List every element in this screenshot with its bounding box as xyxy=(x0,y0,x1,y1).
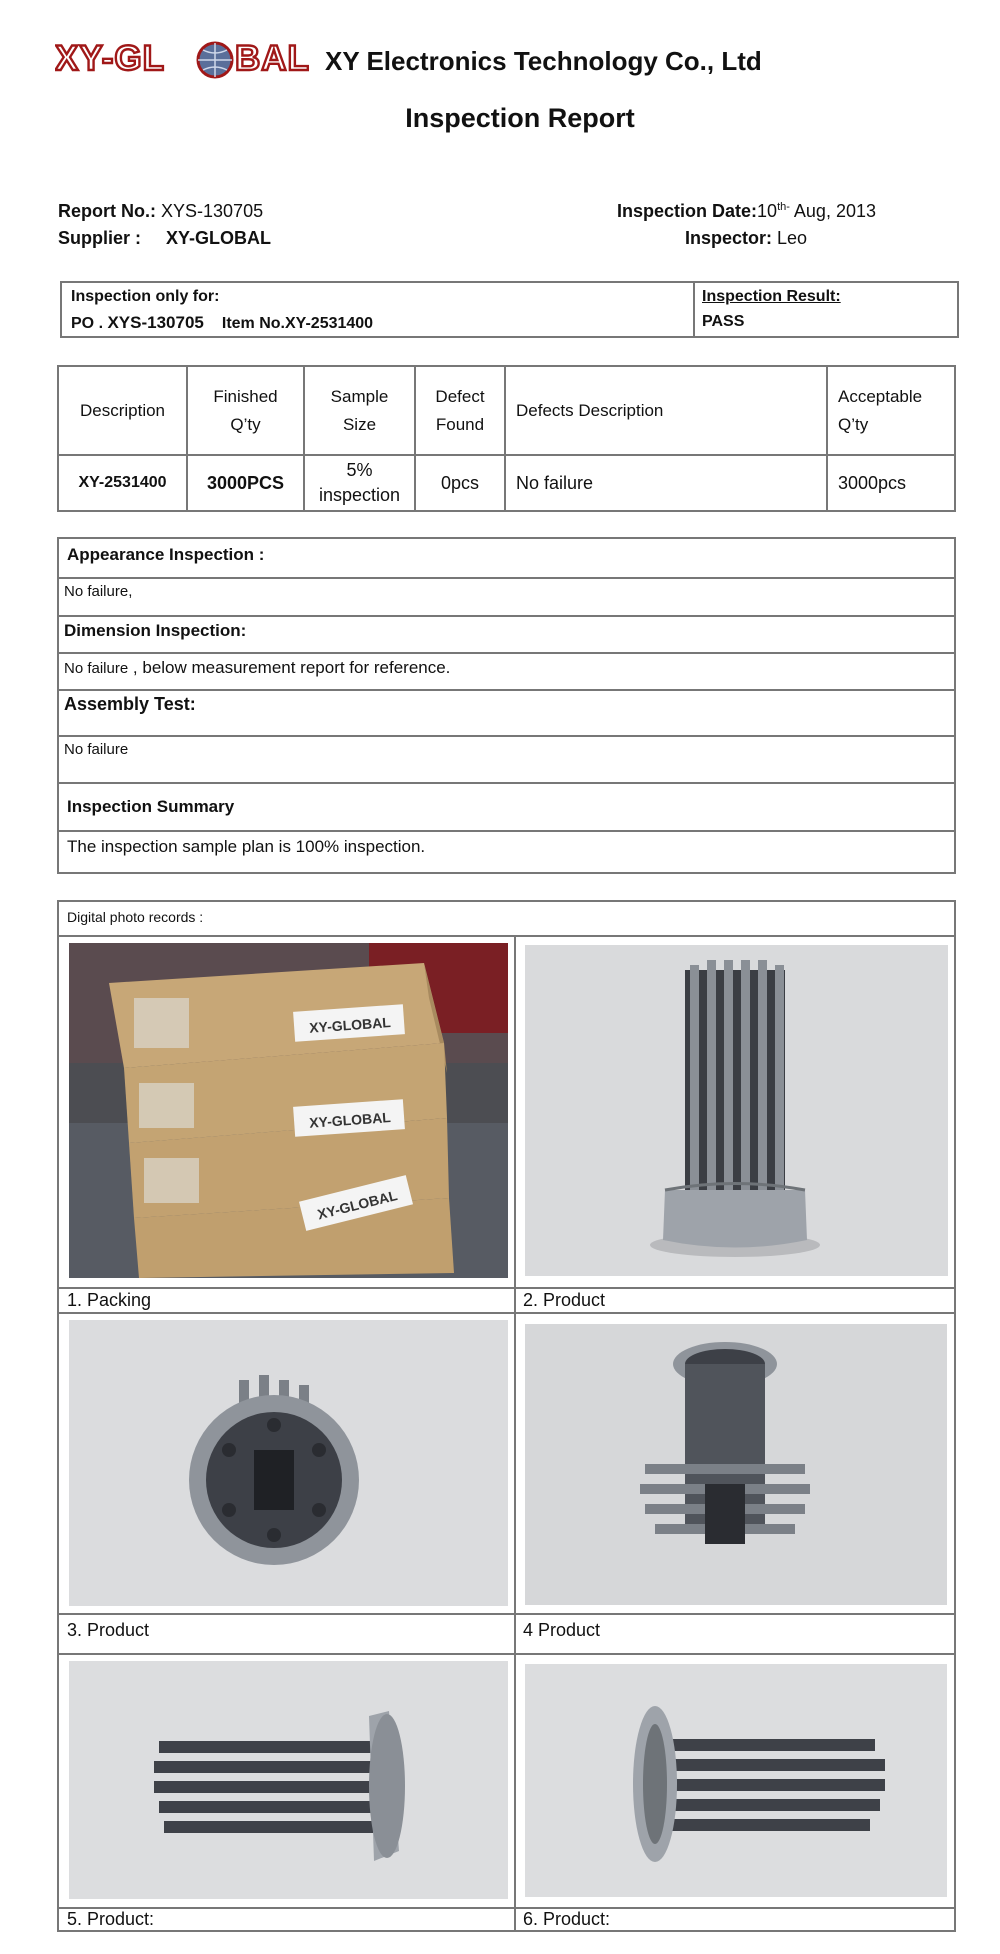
box-label: XY-GLOBAL xyxy=(315,1187,399,1223)
col-defect-found: Defect Found xyxy=(415,366,505,455)
svg-text:BAL: BAL xyxy=(235,39,310,78)
product-photo-6 xyxy=(525,1664,947,1897)
photo-caption: 2. Product xyxy=(523,1290,606,1310)
assembly-title: Assembly Test: xyxy=(64,694,196,714)
po-line: PO . XYS-130705 Item No.XY-2531400 xyxy=(71,313,374,332)
box-label: XY-GLOBAL xyxy=(308,1014,392,1036)
product-photo-3 xyxy=(69,1320,508,1606)
photo-caption: 3. Product xyxy=(67,1620,150,1640)
box-label: XY-GLOBAL xyxy=(308,1109,392,1131)
summary-table xyxy=(57,365,956,512)
product-photo-2 xyxy=(525,945,948,1276)
cell-acceptable-qty: 3000pcs xyxy=(827,455,955,511)
product-photo-5 xyxy=(69,1661,508,1899)
summary-title: Inspection Summary xyxy=(67,797,235,816)
photo-caption: 6. Product: xyxy=(523,1909,611,1929)
company-logo xyxy=(55,36,310,82)
col-description: Description xyxy=(58,366,187,455)
photo-caption: 5. Product: xyxy=(67,1909,155,1929)
report-no: Report No.: XYS-130705 xyxy=(58,201,264,221)
cell-sample-size: 5% inspection xyxy=(304,455,415,511)
photo-caption: 4 Product xyxy=(523,1620,601,1640)
dimension-text: No failure , below measurement report for reference. xyxy=(64,658,451,677)
svg-text:XY-GL: XY-GL xyxy=(55,39,166,78)
dimension-title: Dimension Inspection: xyxy=(64,621,247,640)
scope-box xyxy=(60,281,959,338)
inspection-sections xyxy=(57,537,956,874)
result-value: PASS xyxy=(702,313,745,330)
packing-photo xyxy=(69,943,508,1278)
company-name: XY Electronics Technology Co., Ltd xyxy=(325,46,762,76)
col-finished-qty: Finished Q’ty xyxy=(187,366,304,455)
inspector: Inspector: Leo xyxy=(685,228,808,248)
only-for-label: Inspection only for: xyxy=(71,288,220,305)
supplier: Supplier : XY-GLOBAL xyxy=(58,228,272,248)
cell-finished-qty: 3000PCS xyxy=(187,455,304,511)
appearance-title: Appearance Inspection : xyxy=(67,545,265,564)
photo-records-heading: Digital photo records : xyxy=(67,909,204,925)
appearance-text: No failure, xyxy=(64,583,133,600)
col-sample-size: Sample Size xyxy=(304,366,415,455)
inspection-date: Inspection $Date:10^{th-}$ Aug, 2013 xyxy=(617,201,876,221)
assembly-text: No failure xyxy=(64,741,129,758)
product-photo-4 xyxy=(525,1324,947,1605)
table-header-row xyxy=(58,366,955,455)
cell-defects-description: No failure xyxy=(505,455,827,511)
photo-caption: 1. Packing xyxy=(67,1290,152,1310)
cell-defect-found: 0pcs xyxy=(415,455,505,511)
cell-description: XY-2531400 xyxy=(58,455,187,511)
summary-text: The inspection sample plan is 100% inspection. xyxy=(67,837,426,856)
col-acceptable-qty: Acceptable Q’ty xyxy=(827,366,955,455)
table-row xyxy=(58,455,955,511)
page-title: Inspection Report xyxy=(405,103,635,133)
result-label: Inspection Result: xyxy=(702,288,841,305)
col-defects-description: Defects Description xyxy=(505,366,827,455)
photo-records xyxy=(57,900,956,1932)
